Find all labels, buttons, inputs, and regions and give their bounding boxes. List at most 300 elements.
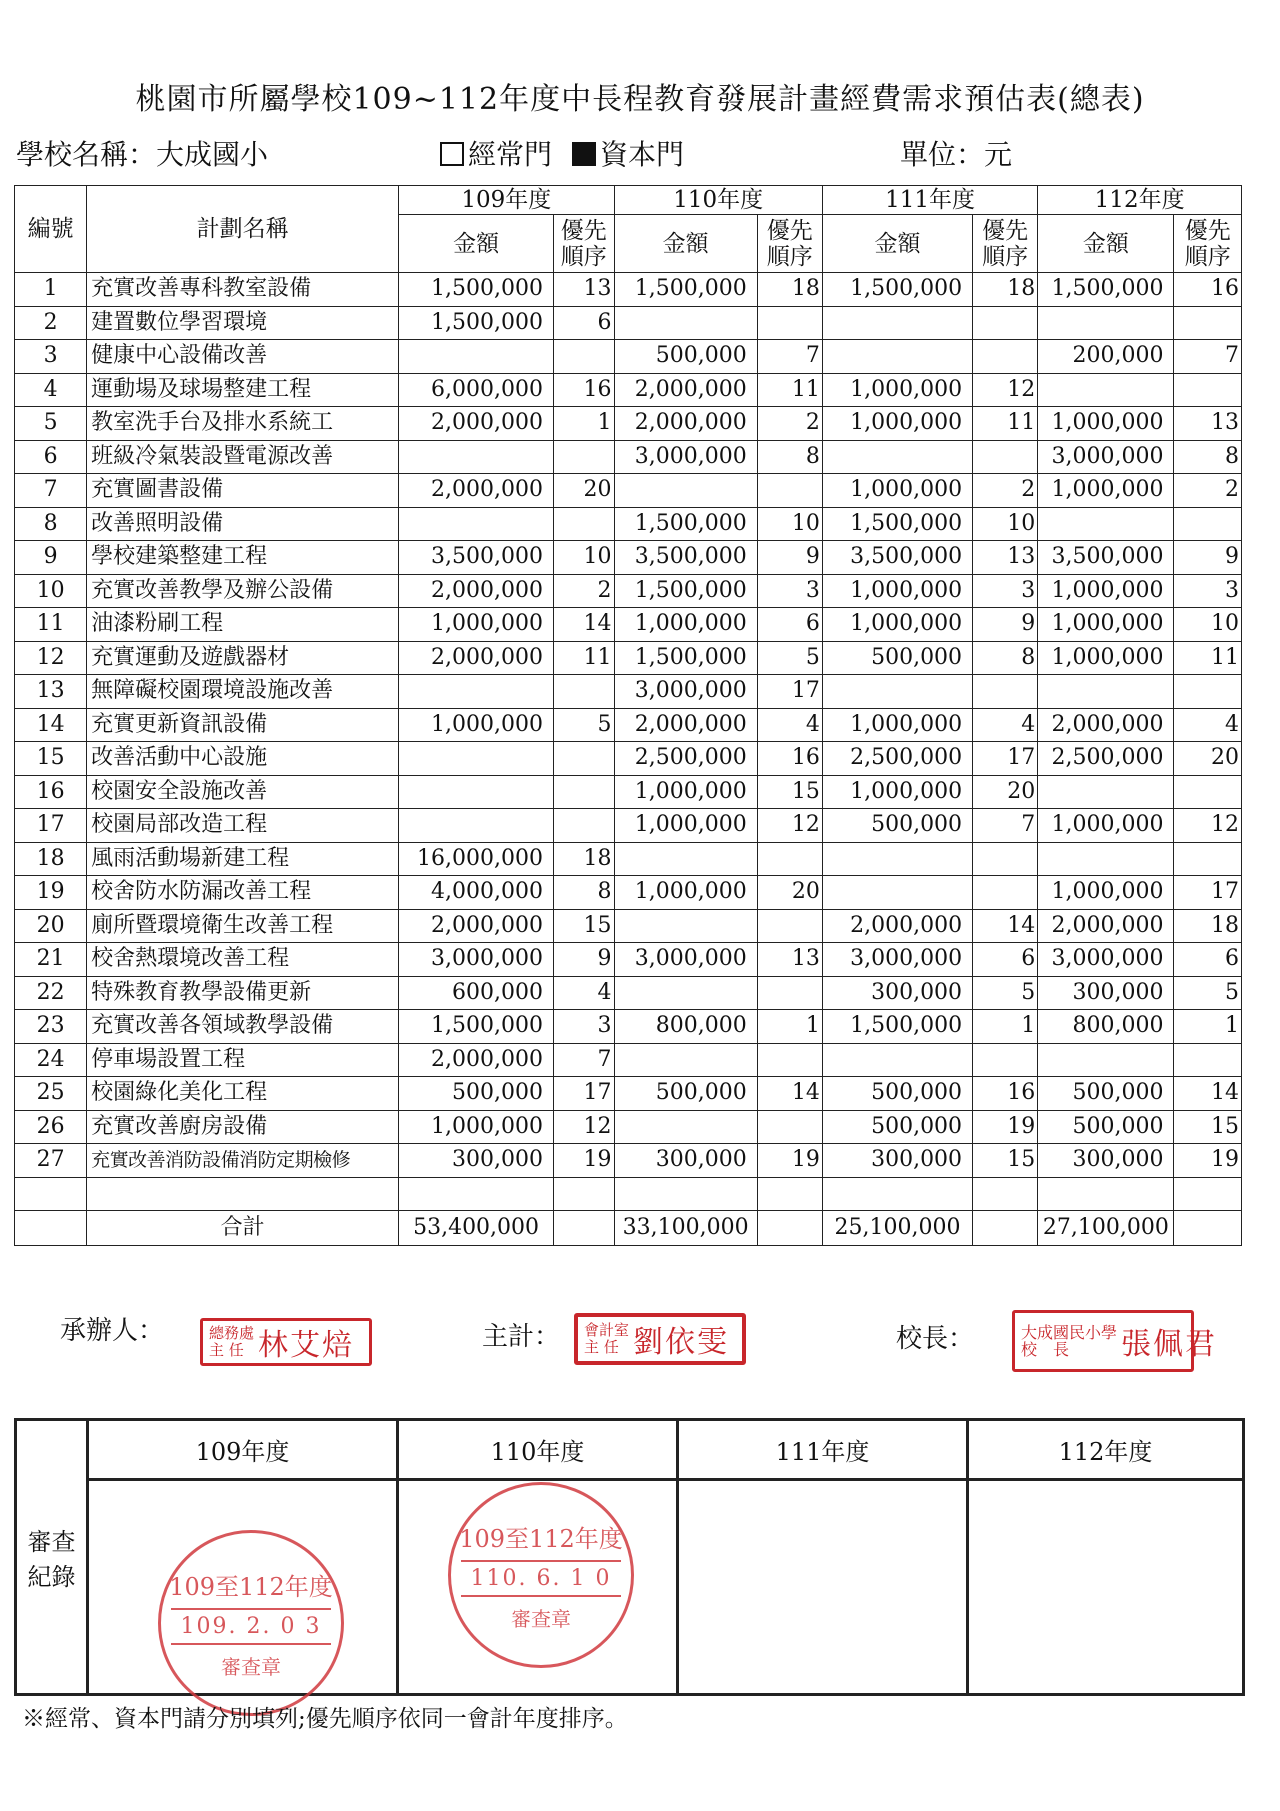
row-priority-109: 11 xyxy=(553,641,614,675)
row-priority-111: 8 xyxy=(973,641,1038,675)
row-priority-112: 18 xyxy=(1174,909,1242,943)
row-amount-111: 1,500,000 xyxy=(822,507,972,541)
row-amount-112: 1,000,000 xyxy=(1038,641,1174,675)
row-priority-110: 11 xyxy=(757,373,822,407)
row-amount-110: 300,000 xyxy=(614,1144,757,1178)
row-plan-name: 充實改善消防設備消防定期檢修 xyxy=(87,1144,399,1178)
table-row xyxy=(15,1010,1242,1044)
row-amount-112 xyxy=(1038,675,1174,709)
row-no: 11 xyxy=(15,608,87,642)
row-no: 3 xyxy=(15,340,87,374)
row-priority-110: 7 xyxy=(757,340,822,374)
header-plan: 計劃名稱 xyxy=(87,186,399,273)
header-priority: 優先 順序 xyxy=(973,215,1038,273)
row-priority-110: 12 xyxy=(757,809,822,843)
row-priority-109: 19 xyxy=(553,1144,614,1178)
table-row xyxy=(15,608,1242,642)
row-no: 7 xyxy=(15,474,87,508)
handler-seal: 總務處 主 任 林艾焙 xyxy=(200,1318,372,1366)
row-no: 25 xyxy=(15,1077,87,1111)
row-amount-111 xyxy=(822,340,972,374)
row-no: 21 xyxy=(15,943,87,977)
row-amount-109 xyxy=(399,507,554,541)
row-plan-name: 充實改善廚房設備 xyxy=(87,1110,399,1144)
table-row xyxy=(15,876,1242,910)
row-priority-109: 5 xyxy=(553,708,614,742)
row-priority-112: 19 xyxy=(1174,1144,1242,1178)
row-amount-111: 500,000 xyxy=(822,809,972,843)
row-amount-112: 2,000,000 xyxy=(1038,909,1174,943)
row-amount-111: 500,000 xyxy=(822,641,972,675)
row-amount-112: 300,000 xyxy=(1038,976,1174,1010)
row-amount-110: 2,000,000 xyxy=(614,708,757,742)
row-plan-name: 改善活動中心設施 xyxy=(87,742,399,776)
table-row xyxy=(15,574,1242,608)
row-priority-110 xyxy=(757,976,822,1010)
school-name: 學校名稱：大成國小 xyxy=(16,138,269,171)
row-plan-name: 風雨活動場新建工程 xyxy=(87,842,399,876)
row-amount-111: 1,000,000 xyxy=(822,608,972,642)
row-amount-110: 500,000 xyxy=(614,340,757,374)
header-priority: 優先 順序 xyxy=(1174,215,1242,273)
row-amount-112 xyxy=(1038,842,1174,876)
row-amount-112: 2,000,000 xyxy=(1038,708,1174,742)
review-year-111: 111年度 xyxy=(678,1420,968,1480)
row-priority-110: 9 xyxy=(757,541,822,575)
table-row xyxy=(15,1043,1242,1077)
row-priority-110: 6 xyxy=(757,608,822,642)
row-amount-109: 2,000,000 xyxy=(399,641,554,675)
row-priority-112: 15 xyxy=(1174,1110,1242,1144)
row-priority-109 xyxy=(553,507,614,541)
row-amount-111: 1,000,000 xyxy=(822,373,972,407)
row-amount-109: 1,000,000 xyxy=(399,608,554,642)
header-year-109: 109年度 xyxy=(399,186,614,215)
row-amount-109: 1,000,000 xyxy=(399,708,554,742)
row-amount-112 xyxy=(1038,1043,1174,1077)
row-amount-112: 300,000 xyxy=(1038,1144,1174,1178)
row-plan-name: 特殊教育教學設備更新 xyxy=(87,976,399,1010)
header-amount: 金額 xyxy=(614,215,757,273)
header-amount: 金額 xyxy=(399,215,554,273)
row-amount-110: 1,500,000 xyxy=(614,641,757,675)
row-priority-111: 20 xyxy=(973,775,1038,809)
row-amount-110: 2,000,000 xyxy=(614,407,757,441)
category-capital xyxy=(572,133,684,173)
row-priority-112: 4 xyxy=(1174,708,1242,742)
budget-table xyxy=(14,185,1242,1246)
row-priority-109: 14 xyxy=(553,608,614,642)
row-amount-111: 500,000 xyxy=(822,1077,972,1111)
row-amount-110: 3,000,000 xyxy=(614,943,757,977)
review-year-110: 110年度 xyxy=(398,1420,678,1480)
row-priority-110: 8 xyxy=(757,440,822,474)
review-stamp-109: 109至112年度 109. 2. 0 3 審查章 xyxy=(158,1530,344,1716)
row-plan-name: 充實圖書設備 xyxy=(87,474,399,508)
row-priority-109: 17 xyxy=(553,1077,614,1111)
row-priority-112: 3 xyxy=(1174,574,1242,608)
row-priority-111: 4 xyxy=(973,708,1038,742)
row-amount-109: 4,000,000 xyxy=(399,876,554,910)
row-priority-112: 12 xyxy=(1174,809,1242,843)
total-112: 27,100,000 xyxy=(1038,1211,1174,1246)
row-priority-109: 15 xyxy=(553,909,614,943)
table-row xyxy=(15,407,1242,441)
table-row-total xyxy=(15,1211,1242,1246)
table-row xyxy=(15,474,1242,508)
row-plan-name: 校舍熱環境改善工程 xyxy=(87,943,399,977)
row-no: 5 xyxy=(15,407,87,441)
header-no: 編號 xyxy=(15,186,87,273)
principal-label: 校長： xyxy=(896,1324,975,1354)
review-label: 審查 紀錄 xyxy=(16,1420,88,1695)
row-amount-111: 2,500,000 xyxy=(822,742,972,776)
review-stamp-110: 109至112年度 110. 6. 1 0 審查章 xyxy=(448,1482,634,1668)
checkbox-capital-icon xyxy=(572,142,596,166)
row-amount-109: 1,500,000 xyxy=(399,306,554,340)
row-amount-110: 1,000,000 xyxy=(614,809,757,843)
row-amount-110: 1,500,000 xyxy=(614,507,757,541)
header-priority: 優先 順序 xyxy=(757,215,822,273)
row-amount-111: 1,500,000 xyxy=(822,273,972,307)
row-priority-109: 6 xyxy=(553,306,614,340)
row-priority-111 xyxy=(973,340,1038,374)
row-priority-110: 14 xyxy=(757,1077,822,1111)
row-priority-110: 16 xyxy=(757,742,822,776)
row-plan-name: 廁所暨環境衛生改善工程 xyxy=(87,909,399,943)
row-priority-111: 6 xyxy=(973,943,1038,977)
table-row xyxy=(15,1110,1242,1144)
row-amount-112: 1,000,000 xyxy=(1038,876,1174,910)
row-amount-110: 3,000,000 xyxy=(614,440,757,474)
row-priority-111: 12 xyxy=(973,373,1038,407)
table-row xyxy=(15,340,1242,374)
row-amount-109 xyxy=(399,675,554,709)
category-regular-label: 經常門 xyxy=(468,138,553,171)
row-priority-111: 9 xyxy=(973,608,1038,642)
row-plan-name: 充實運動及遊戲器材 xyxy=(87,641,399,675)
row-amount-109 xyxy=(399,742,554,776)
row-no: 23 xyxy=(15,1010,87,1044)
row-amount-109: 1,000,000 xyxy=(399,1110,554,1144)
row-amount-109: 1,500,000 xyxy=(399,1010,554,1044)
row-amount-112: 2,500,000 xyxy=(1038,742,1174,776)
row-amount-111: 3,500,000 xyxy=(822,541,972,575)
row-amount-111 xyxy=(822,842,972,876)
row-no: 24 xyxy=(15,1043,87,1077)
row-amount-111: 1,000,000 xyxy=(822,574,972,608)
row-priority-109: 18 xyxy=(553,842,614,876)
row-amount-112: 3,500,000 xyxy=(1038,541,1174,575)
row-amount-111: 1,000,000 xyxy=(822,474,972,508)
table-row xyxy=(15,641,1242,675)
row-amount-109: 3,000,000 xyxy=(399,943,554,977)
row-priority-109 xyxy=(553,675,614,709)
row-priority-109: 16 xyxy=(553,373,614,407)
row-amount-112: 1,000,000 xyxy=(1038,574,1174,608)
row-priority-111: 1 xyxy=(973,1010,1038,1044)
row-amount-110: 2,000,000 xyxy=(614,373,757,407)
review-cell-112 xyxy=(968,1480,1244,1695)
row-no: 22 xyxy=(15,976,87,1010)
table-row xyxy=(15,541,1242,575)
row-amount-112: 500,000 xyxy=(1038,1110,1174,1144)
row-plan-name: 建置數位學習環境 xyxy=(87,306,399,340)
row-priority-110 xyxy=(757,909,822,943)
table-row xyxy=(15,775,1242,809)
row-amount-111 xyxy=(822,440,972,474)
row-priority-109: 13 xyxy=(553,273,614,307)
principal-seal: 大成國民小學 校 長 張佩君 xyxy=(1012,1310,1194,1372)
table-row xyxy=(15,909,1242,943)
table-row-blank xyxy=(15,1177,1242,1211)
row-amount-112: 500,000 xyxy=(1038,1077,1174,1111)
row-no: 1 xyxy=(15,273,87,307)
row-priority-111: 13 xyxy=(973,541,1038,575)
row-amount-111: 1,000,000 xyxy=(822,407,972,441)
row-amount-110 xyxy=(614,306,757,340)
total-111: 25,100,000 xyxy=(822,1211,972,1246)
row-priority-109: 20 xyxy=(553,474,614,508)
row-amount-111: 1,000,000 xyxy=(822,775,972,809)
row-amount-112 xyxy=(1038,306,1174,340)
row-no: 27 xyxy=(15,1144,87,1178)
row-amount-109: 2,000,000 xyxy=(399,407,554,441)
row-amount-110 xyxy=(614,909,757,943)
table-row xyxy=(15,943,1242,977)
row-no: 17 xyxy=(15,809,87,843)
row-priority-112: 13 xyxy=(1174,407,1242,441)
header-year-110: 110年度 xyxy=(614,186,822,215)
row-amount-112: 3,000,000 xyxy=(1038,440,1174,474)
row-amount-110: 1,000,000 xyxy=(614,775,757,809)
row-amount-109: 2,000,000 xyxy=(399,909,554,943)
row-priority-112: 9 xyxy=(1174,541,1242,575)
row-amount-111: 1,000,000 xyxy=(822,708,972,742)
row-priority-111 xyxy=(973,440,1038,474)
row-no: 19 xyxy=(15,876,87,910)
row-priority-111 xyxy=(973,1043,1038,1077)
row-amount-110: 1,500,000 xyxy=(614,273,757,307)
row-plan-name: 校園綠化美化工程 xyxy=(87,1077,399,1111)
row-priority-109: 10 xyxy=(553,541,614,575)
row-amount-109 xyxy=(399,809,554,843)
row-priority-109: 8 xyxy=(553,876,614,910)
row-priority-110 xyxy=(757,1110,822,1144)
row-priority-111: 11 xyxy=(973,407,1038,441)
row-amount-112: 200,000 xyxy=(1038,340,1174,374)
row-plan-name: 油漆粉刷工程 xyxy=(87,608,399,642)
row-priority-109: 3 xyxy=(553,1010,614,1044)
row-amount-109: 2,000,000 xyxy=(399,1043,554,1077)
row-amount-110: 3,000,000 xyxy=(614,675,757,709)
row-amount-112 xyxy=(1038,507,1174,541)
row-amount-111: 1,500,000 xyxy=(822,1010,972,1044)
row-amount-112: 800,000 xyxy=(1038,1010,1174,1044)
row-plan-name: 充實改善教學及辦公設備 xyxy=(87,574,399,608)
row-priority-109: 9 xyxy=(553,943,614,977)
table-row xyxy=(15,976,1242,1010)
row-amount-109 xyxy=(399,775,554,809)
row-amount-109: 2,000,000 xyxy=(399,474,554,508)
row-priority-109 xyxy=(553,440,614,474)
row-priority-112 xyxy=(1174,507,1242,541)
row-amount-112 xyxy=(1038,373,1174,407)
total-110: 33,100,000 xyxy=(614,1211,757,1246)
row-no: 13 xyxy=(15,675,87,709)
row-amount-112 xyxy=(1038,775,1174,809)
row-priority-111: 17 xyxy=(973,742,1038,776)
table-row xyxy=(15,507,1242,541)
row-priority-109: 4 xyxy=(553,976,614,1010)
row-no: 9 xyxy=(15,541,87,575)
accountant-label: 主計： xyxy=(482,1322,561,1352)
row-amount-109: 6,000,000 xyxy=(399,373,554,407)
row-plan-name: 健康中心設備改善 xyxy=(87,340,399,374)
row-no: 4 xyxy=(15,373,87,407)
table-row xyxy=(15,742,1242,776)
accountant-seal: 會計室 主 任 劉依雯 xyxy=(574,1313,746,1365)
row-priority-110 xyxy=(757,842,822,876)
row-priority-110 xyxy=(757,474,822,508)
row-priority-112: 11 xyxy=(1174,641,1242,675)
row-amount-109: 600,000 xyxy=(399,976,554,1010)
row-amount-110: 800,000 xyxy=(614,1010,757,1044)
row-priority-110: 2 xyxy=(757,407,822,441)
table-row xyxy=(15,373,1242,407)
row-amount-112: 1,000,000 xyxy=(1038,474,1174,508)
row-priority-110: 5 xyxy=(757,641,822,675)
row-amount-111 xyxy=(822,675,972,709)
row-priority-111: 7 xyxy=(973,809,1038,843)
table-row xyxy=(15,306,1242,340)
row-amount-111: 500,000 xyxy=(822,1110,972,1144)
row-priority-109 xyxy=(553,809,614,843)
row-amount-110 xyxy=(614,1043,757,1077)
row-priority-110: 13 xyxy=(757,943,822,977)
row-amount-112: 1,000,000 xyxy=(1038,809,1174,843)
row-plan-name: 無障礙校園環境設施改善 xyxy=(87,675,399,709)
row-amount-110: 1,000,000 xyxy=(614,876,757,910)
category-capital-label: 資本門 xyxy=(600,138,685,171)
row-no: 6 xyxy=(15,440,87,474)
category-regular xyxy=(440,133,552,173)
row-amount-111: 300,000 xyxy=(822,976,972,1010)
header-year-111: 111年度 xyxy=(822,186,1037,215)
row-priority-111: 16 xyxy=(973,1077,1038,1111)
table-row xyxy=(15,1077,1242,1111)
row-amount-109 xyxy=(399,440,554,474)
row-amount-111: 300,000 xyxy=(822,1144,972,1178)
row-plan-name: 學校建築整建工程 xyxy=(87,541,399,575)
total-109: 53,400,000 xyxy=(399,1211,554,1246)
row-priority-110: 15 xyxy=(757,775,822,809)
row-amount-109 xyxy=(399,340,554,374)
review-year-112: 112年度 xyxy=(968,1420,1244,1480)
row-amount-109: 3,500,000 xyxy=(399,541,554,575)
row-priority-109: 1 xyxy=(553,407,614,441)
row-amount-110 xyxy=(614,976,757,1010)
row-amount-112: 1,500,000 xyxy=(1038,273,1174,307)
row-priority-111 xyxy=(973,842,1038,876)
table-row xyxy=(15,440,1242,474)
row-priority-110 xyxy=(757,1043,822,1077)
row-no: 14 xyxy=(15,708,87,742)
row-amount-111 xyxy=(822,876,972,910)
row-priority-110 xyxy=(757,306,822,340)
row-amount-110: 3,500,000 xyxy=(614,541,757,575)
row-priority-110: 18 xyxy=(757,273,822,307)
row-priority-110: 10 xyxy=(757,507,822,541)
row-priority-111: 3 xyxy=(973,574,1038,608)
row-priority-109 xyxy=(553,775,614,809)
unit-label: 單位：元 xyxy=(900,138,1013,171)
row-priority-111: 15 xyxy=(973,1144,1038,1178)
row-amount-111: 3,000,000 xyxy=(822,943,972,977)
row-priority-112 xyxy=(1174,842,1242,876)
row-plan-name: 充實更新資訊設備 xyxy=(87,708,399,742)
row-amount-109: 16,000,000 xyxy=(399,842,554,876)
checkbox-regular-icon xyxy=(440,142,464,166)
row-plan-name: 教室洗手台及排水系統工 xyxy=(87,407,399,441)
row-priority-112: 5 xyxy=(1174,976,1242,1010)
review-year-109: 109年度 xyxy=(88,1420,398,1480)
row-no: 10 xyxy=(15,574,87,608)
row-amount-110 xyxy=(614,842,757,876)
row-priority-112 xyxy=(1174,373,1242,407)
row-priority-110: 19 xyxy=(757,1144,822,1178)
row-no: 8 xyxy=(15,507,87,541)
handler-label: 承辦人： xyxy=(60,1316,165,1346)
row-priority-110: 20 xyxy=(757,876,822,910)
row-no: 20 xyxy=(15,909,87,943)
row-priority-112 xyxy=(1174,1043,1242,1077)
row-no: 26 xyxy=(15,1110,87,1144)
row-no: 2 xyxy=(15,306,87,340)
row-priority-111 xyxy=(973,306,1038,340)
header-priority: 優先 順序 xyxy=(553,215,614,273)
row-priority-112: 17 xyxy=(1174,876,1242,910)
row-amount-112: 3,000,000 xyxy=(1038,943,1174,977)
row-priority-110: 4 xyxy=(757,708,822,742)
row-priority-109: 12 xyxy=(553,1110,614,1144)
row-amount-110: 1,500,000 xyxy=(614,574,757,608)
row-priority-110: 3 xyxy=(757,574,822,608)
row-amount-111: 2,000,000 xyxy=(822,909,972,943)
row-priority-112: 6 xyxy=(1174,943,1242,977)
row-priority-112: 1 xyxy=(1174,1010,1242,1044)
row-priority-111 xyxy=(973,876,1038,910)
footnote: ※經常、資本門請分別填列;優先順序依同一會計年度排序。 xyxy=(22,1706,628,1732)
header-amount: 金額 xyxy=(822,215,972,273)
page-title: 桃園市所屬學校109~112年度中長程教育發展計畫經費需求預估表(總表) xyxy=(135,82,1145,117)
row-amount-109: 300,000 xyxy=(399,1144,554,1178)
row-no: 12 xyxy=(15,641,87,675)
total-label: 合計 xyxy=(87,1211,399,1246)
row-priority-109: 7 xyxy=(553,1043,614,1077)
row-priority-110: 1 xyxy=(757,1010,822,1044)
row-plan-name: 校園安全設施改善 xyxy=(87,775,399,809)
row-priority-111: 5 xyxy=(973,976,1038,1010)
row-amount-110 xyxy=(614,1110,757,1144)
row-no: 18 xyxy=(15,842,87,876)
row-priority-112: 2 xyxy=(1174,474,1242,508)
row-plan-name: 充實改善專科教室設備 xyxy=(87,273,399,307)
row-priority-110: 17 xyxy=(757,675,822,709)
row-amount-109: 500,000 xyxy=(399,1077,554,1111)
row-priority-111: 2 xyxy=(973,474,1038,508)
row-priority-109: 2 xyxy=(553,574,614,608)
